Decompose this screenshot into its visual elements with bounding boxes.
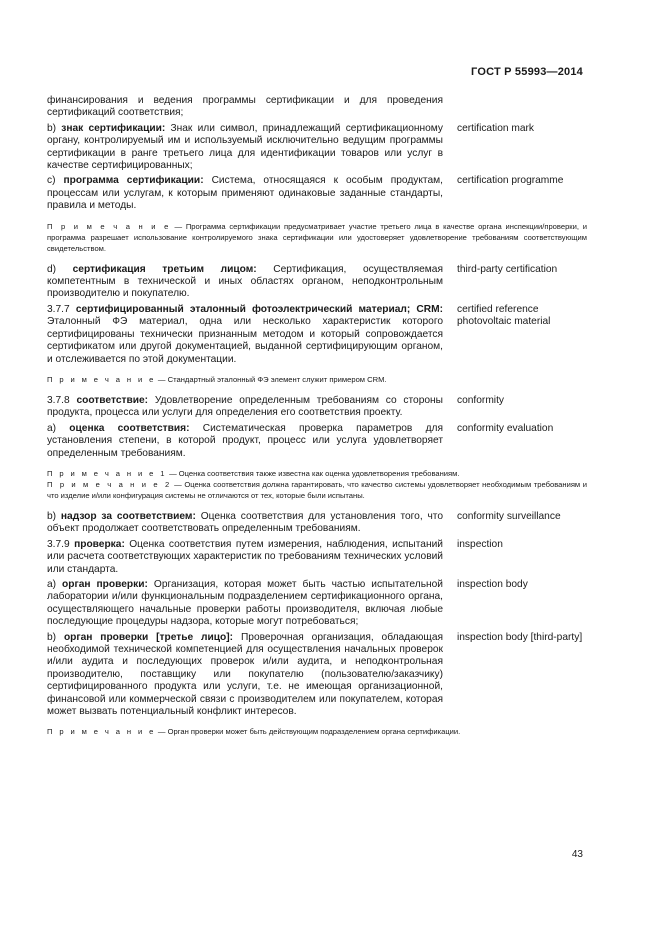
term-name: орган проверки: [62,578,148,590]
term-entry [47,175,587,212]
term-definition [47,632,443,719]
page-content [47,95,587,747]
note-3b [47,479,587,501]
term-definition [47,579,443,629]
term-name: проверка: [74,538,125,550]
term-definition [47,264,443,301]
note-text: — Оценка соответствия также известна как оценка удовлетворения требованиям. [169,468,460,478]
entries-group-3 [47,395,587,460]
term-number: 3.7.8 [47,394,70,406]
note-text: — Программа сертификации предусматривает участие третьего лица в качестве органа инспекции/проверки, и программа разрешает использование контролируемого знака сертификации или удостоверяет удовлетворение требованиям соответствующим свидетельством. [47,221,587,253]
term-definition [47,511,443,536]
term-entry [47,632,587,719]
term-entry [47,539,587,576]
term-name: надзор за соответствием: [60,510,196,522]
note-label: П р и м е ч а н и е [47,374,156,384]
term-text: Оценка соответствия для установления того, что объект продолжает соответствовать определенным требованиям. [47,510,443,535]
english-term: conformity [457,394,504,406]
note-4 [47,726,587,737]
note-label: П р и м е ч а н и е [47,221,171,231]
term-number: 3.7.7 [47,303,70,315]
term-text: Организация, которая может быть частью испытательной лаборатории и/или функциональным подразделением сертификационного органа, осуществляющего начальные проверки работы производителя, включая любые последующие процедуры надзора, которые могут потребоваться; [47,578,443,628]
term-definition [47,123,443,173]
english-term: third-party certification [457,263,558,275]
english-term: conformity evaluation [457,422,554,434]
note-label: П р и м е ч а н и е 1 [47,468,167,478]
english-term: inspection body [457,578,528,590]
note-3a [47,468,587,479]
term-entry [47,423,587,460]
term-number: b) [47,631,57,643]
standard-header: ГОСТ Р 55993—2014 [471,66,583,78]
term-entry [47,579,587,629]
term-name: оценка соответствия: [69,422,190,434]
english-term: certification programme [457,175,564,187]
term-name: знак сертификации: [61,122,166,134]
term-definition [47,304,443,366]
term-number: c) [47,175,56,187]
term-text: Знак или символ, принадлежащий сертификационному органу, контролируемый им и используемый исключительно ведущим программы сертификации в ранге третьего лица для идентификации товаров или услуг в качестве сертифицированных; [47,122,443,172]
term-definition [47,175,443,212]
term-name: сертифицированный эталонный фотоэлектрический материал; CRM: [75,303,443,315]
term-name: сертификация третьим лицом: [72,263,257,275]
term-number: a) [47,578,57,590]
term-entry [47,123,587,173]
english-term: certified reference photovoltaic material [457,303,551,328]
term-number: 3.7.9 [47,538,70,550]
term-number: b) [47,122,57,134]
note-2 [47,374,587,385]
term-text: Эталонный ФЭ материал, одна или несколько характеристик которого сертифицированы технически признанным методом и который сопровождается сертификатом или другой документацией, выданной сертифицирующим органом, и отслеживается по этой документации. [47,316,443,365]
intro-text: финансирования и ведения программы сертификации и для проведения сертификаций соответствия; [47,95,443,119]
term-text: Оценка соответствия путем измерения, наблюдения, испытаний или расчета соответствующих характеристик по требованиям технических условий или стандарта. [47,538,443,575]
note-text: — Оценка соответствия должна гарантировать, что качество системы удовлетворяет необходимым требованиям и что изделие и/или конфигурация системы не отличаются от тех, которые были испытаны. [47,479,587,500]
english-term: conformity surveillance [457,510,561,522]
note-label: П р и м е ч а н и е [47,727,156,737]
term-definition [47,539,443,576]
entries-group-1 [47,123,587,213]
note-text: — Орган проверки может быть действующим подразделением органа сертификации. [157,727,461,737]
term-entry [47,511,587,536]
term-entry [47,304,587,366]
term-text: Проверочная организация, обладающая необходимой технической компетенцией для осуществления начальных проверок и/или аудита и последующих проверок и/или аудита, и неподконтрольная производителю, поставщику или покупателю (пользователю/заказчику) сертифицированного продукта или услуги, т.е. не имеющая организационной, финансовой или коммерческой связи с производителем или покупателем, которая может вызвать потенциальный конфликт интересов. [47,631,443,718]
english-term: inspection [457,538,503,550]
note-label: П р и м е ч а н и е 2 [47,479,172,489]
page-number: 43 [571,849,583,860]
term-number: a) [47,422,57,434]
term-definition [47,395,443,420]
english-term: inspection body [third-party] [457,631,583,643]
term-text: Удовлетворение определенным требованиям со стороны продукта, процесса или услуги для определения его соответствия проекту. [47,394,443,419]
term-name: соответствие: [76,394,149,406]
term-definition [47,423,443,460]
note-text: — Стандартный эталонный ФЭ элемент служит примером CRM. [157,374,387,384]
term-name: орган проверки [третье лицо]: [63,631,234,643]
english-term: certification mark [457,122,534,134]
note-1 [47,221,587,254]
term-entry [47,395,587,420]
term-text: Сертификация, осуществляемая компетентным в технической и иных областях органом, неподконтрольным производителю и покупателю. [47,263,443,300]
term-number: b) [47,510,57,522]
entries-group-4 [47,511,587,719]
term-entry [47,264,587,301]
entries-group-2 [47,264,587,366]
term-text: Систематическая проверка параметров для установления степени, в которой продукт, процесс или услуга удовлетворяет определенным требованиям. [47,422,443,459]
term-text: Система, относящаяся к особым продуктам, процессам или услугам, к которым применяют одинаковые заданные стандарты, правила и методы. [47,175,443,212]
term-number: d) [47,263,57,275]
term-name: программа сертификации: [63,175,204,187]
